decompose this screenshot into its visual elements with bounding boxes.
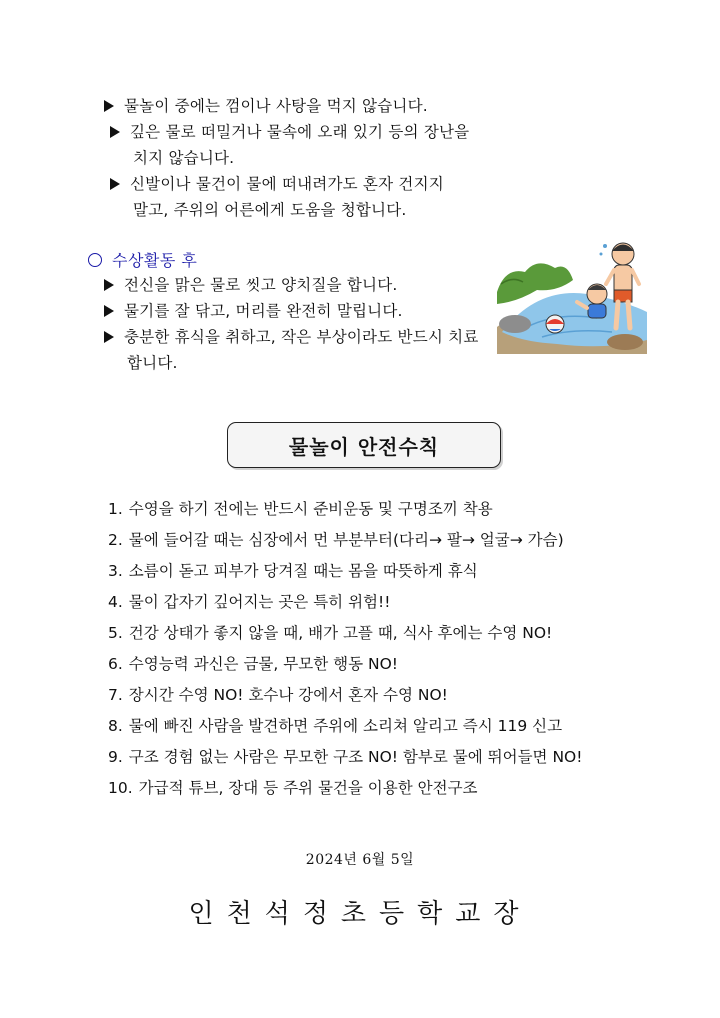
rule-text: 물이 갑자기 깊어지는 곳은 특히 위험!! bbox=[128, 593, 391, 611]
rule-number: 5. bbox=[108, 624, 123, 642]
bullet-item bbox=[110, 122, 469, 142]
triangle-bullet-icon bbox=[104, 279, 114, 291]
bullet-text: 충분한 휴식을 취하고, 작은 부상이라도 반드시 치료 bbox=[124, 328, 479, 346]
rule-item bbox=[108, 623, 552, 643]
triangle-bullet-icon bbox=[110, 178, 120, 190]
rule-number: 1. bbox=[108, 500, 123, 518]
circle-bullet-icon bbox=[88, 253, 102, 267]
rule-text: 수영을 하기 전에는 반드시 준비운동 및 구명조끼 착용 bbox=[128, 500, 493, 518]
document-date: 2024년 6월 5일 bbox=[305, 852, 415, 868]
triangle-bullet-icon bbox=[104, 100, 114, 112]
bullet-item bbox=[104, 301, 403, 321]
children-playing-water-illustration bbox=[497, 232, 647, 354]
bullet-continuation: 말고, 주위의 어른에게 도움을 청합니다. bbox=[133, 201, 407, 219]
rule-number: 10. bbox=[108, 779, 133, 797]
bullet-text: 물놀이 중에는 껌이나 사탕을 먹지 않습니다. bbox=[124, 97, 428, 115]
section-title bbox=[88, 248, 197, 271]
rule-text: 물에 들어갈 때는 심장에서 먼 부분부터(다리→ 팔→ 얼굴→ 가슴) bbox=[128, 531, 564, 549]
triangle-bullet-icon bbox=[110, 126, 120, 138]
triangle-bullet-icon bbox=[104, 331, 114, 343]
rule-number: 2. bbox=[108, 531, 123, 549]
rule-item bbox=[108, 499, 493, 519]
bullet-text: 전신을 맑은 물로 씻고 양치질을 합니다. bbox=[124, 276, 398, 294]
rule-text: 수영능력 과신은 금물, 무모한 행동 NO! bbox=[128, 655, 398, 673]
bullet-item bbox=[104, 327, 479, 347]
rule-item bbox=[108, 592, 390, 612]
rule-text: 건강 상태가 좋지 않을 때, 배가 고플 때, 식사 후에는 수영 NO! bbox=[128, 624, 553, 642]
section-title-text: 수상활동 후 bbox=[112, 251, 198, 270]
rule-item bbox=[108, 561, 478, 581]
bullet-continuation: 합니다. bbox=[127, 354, 178, 372]
rule-item bbox=[108, 685, 448, 705]
rule-text: 가급적 튜브, 장대 등 주위 물건을 이용한 안전구조 bbox=[138, 779, 478, 797]
rules-title: 물놀이 안전수칙 bbox=[288, 434, 440, 459]
school-principal-signature: 인천석정초등학교장 bbox=[188, 899, 532, 929]
rule-number: 6. bbox=[108, 655, 123, 673]
bullet-continuation: 치지 않습니다. bbox=[133, 149, 235, 167]
rule-item bbox=[108, 716, 562, 736]
bullet-text: 물기를 잘 닦고, 머리를 완전히 말립니다. bbox=[124, 302, 403, 320]
bullet-item bbox=[104, 96, 428, 116]
rules-title-box bbox=[227, 422, 501, 468]
bullet-item bbox=[104, 275, 398, 295]
rule-item bbox=[108, 747, 582, 767]
rule-number: 3. bbox=[108, 562, 123, 580]
bullet-text: 깊은 물로 떠밀거나 물속에 오래 있기 등의 장난을 bbox=[130, 123, 470, 141]
bullet-item bbox=[110, 174, 444, 194]
rule-number: 4. bbox=[108, 593, 123, 611]
rule-item bbox=[108, 530, 564, 550]
rule-number: 8. bbox=[108, 717, 123, 735]
rule-text: 장시간 수영 NO! 호수나 강에서 혼자 수영 NO! bbox=[128, 686, 448, 704]
rule-item bbox=[108, 778, 478, 798]
rule-text: 물에 빠진 사람을 발견하면 주위에 소리쳐 알리고 즉시 119 신고 bbox=[128, 717, 563, 735]
rule-number: 9. bbox=[108, 748, 123, 766]
bullet-text: 신발이나 물건이 물에 떠내려가도 혼자 건지지 bbox=[130, 175, 444, 193]
rule-text: 구조 경험 없는 사람은 무모한 구조 NO! 함부로 물에 뛰어들면 NO! bbox=[128, 748, 583, 766]
rule-number: 7. bbox=[108, 686, 123, 704]
rule-text: 소름이 돋고 피부가 당겨질 때는 몸을 따뜻하게 휴식 bbox=[128, 562, 478, 580]
triangle-bullet-icon bbox=[104, 305, 114, 317]
rule-item bbox=[108, 654, 398, 674]
